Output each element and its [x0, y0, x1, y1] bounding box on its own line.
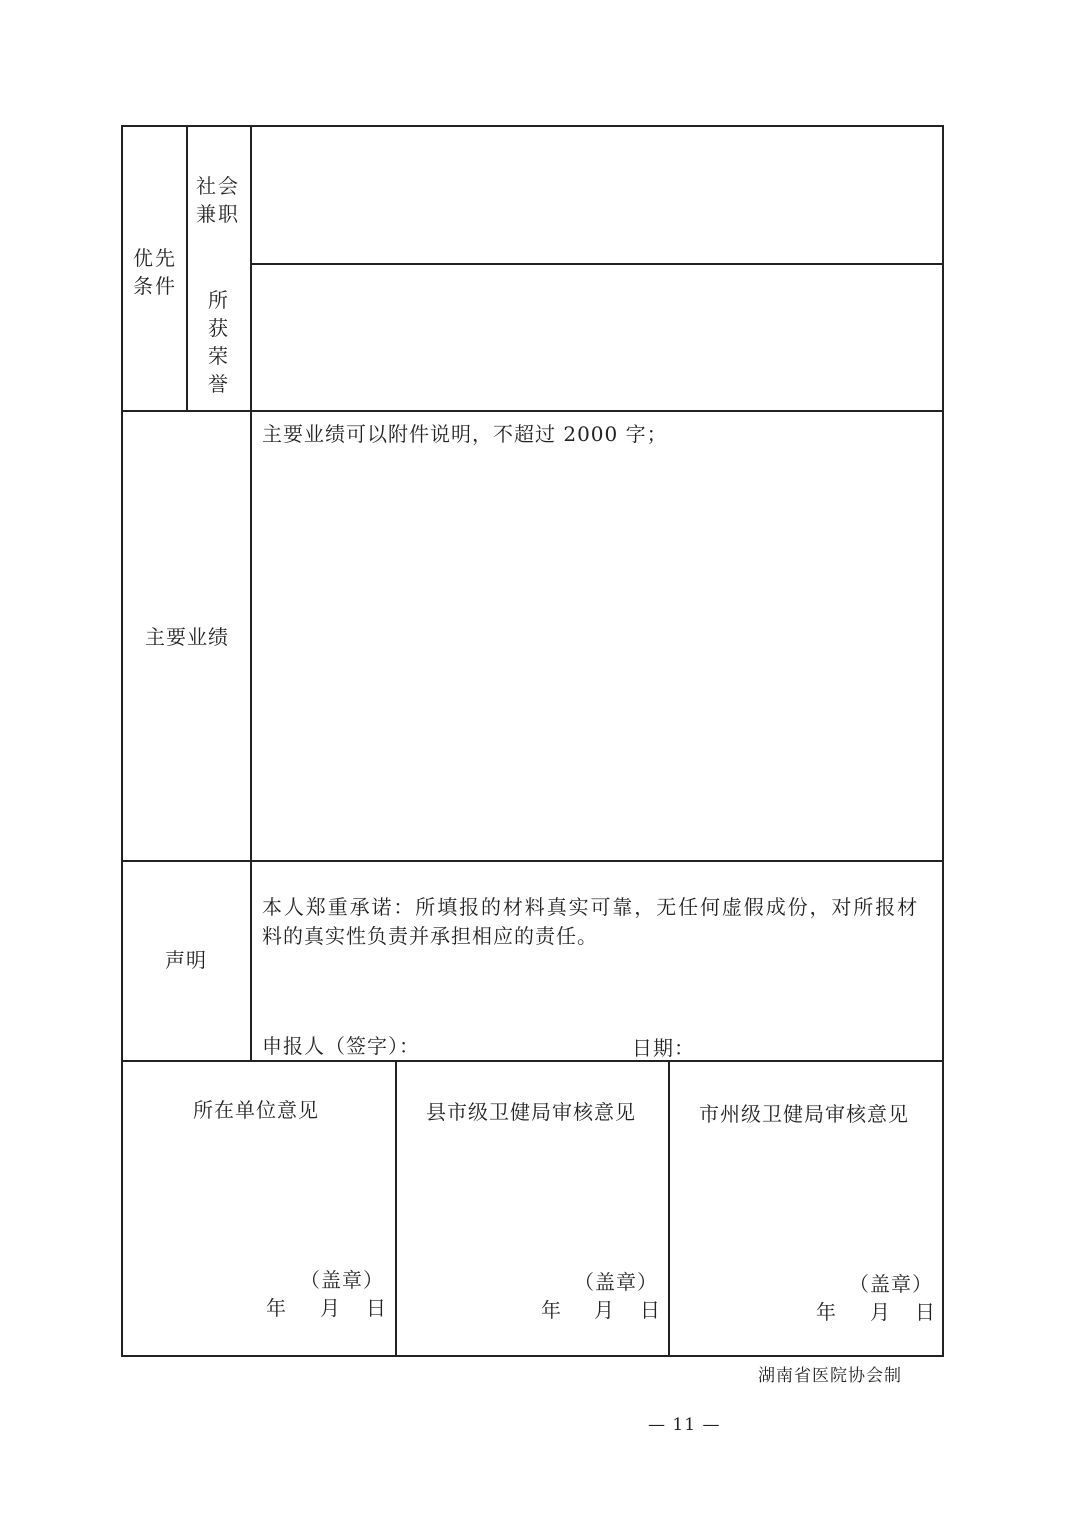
priority-label: 优先条件 [133, 246, 177, 298]
county-date-month: 月 [594, 1298, 615, 1322]
achievements-label: 主要业绩 [145, 625, 229, 649]
social-position-label: 社会兼职 [196, 174, 240, 226]
declaration-text-line2: 料的真实性负责并承担相应的责任。 [262, 924, 598, 948]
form-maker: 湖南省医院协会制 [758, 1366, 902, 1386]
page-number: — 11 — [648, 1415, 721, 1435]
unit-date-month: 月 [320, 1296, 341, 1320]
signer-label: 申报人（签字）： [262, 1034, 420, 1058]
column-divider [250, 125, 252, 1061]
honors-label: 所获荣誉 [208, 288, 228, 396]
row-divider [121, 860, 944, 862]
unit-date-year: 年 [266, 1296, 287, 1320]
city-date-month: 月 [870, 1300, 891, 1324]
unit-opinion-title: 所在单位意见 [193, 1098, 319, 1122]
county-opinion-title: 县市级卫健局审核意见 [426, 1100, 636, 1124]
declaration-label: 声明 [165, 948, 207, 972]
signature-field[interactable] [430, 1030, 620, 1058]
date-label: 日期： [632, 1036, 695, 1060]
unit-seal-label: （盖章） [300, 1268, 384, 1292]
row-divider [250, 263, 944, 265]
column-divider [395, 1060, 397, 1357]
honors-field[interactable] [254, 267, 940, 407]
unit-date-day: 日 [366, 1296, 387, 1320]
column-divider [668, 1060, 670, 1357]
achievements-hint: 主要业绩可以附件说明，不超过 2000 字； [262, 422, 668, 446]
achievements-field[interactable] [254, 455, 940, 855]
declaration-text-line1: 本人郑重承诺：所填报的材料真实可靠，无任何虚假成份，对所报材 [262, 895, 919, 919]
city-date-year: 年 [816, 1300, 837, 1324]
row-divider [121, 410, 944, 412]
county-date-year: 年 [541, 1298, 562, 1322]
city-date-day: 日 [915, 1300, 936, 1324]
column-divider [186, 125, 188, 411]
city-seal-label: （盖章） [849, 1272, 933, 1296]
county-seal-label: （盖章） [574, 1270, 658, 1294]
social-position-field[interactable] [254, 128, 940, 260]
row-divider [121, 1060, 944, 1062]
county-date-day: 日 [640, 1298, 661, 1322]
city-opinion-title: 市州级卫健局审核意见 [699, 1102, 909, 1126]
